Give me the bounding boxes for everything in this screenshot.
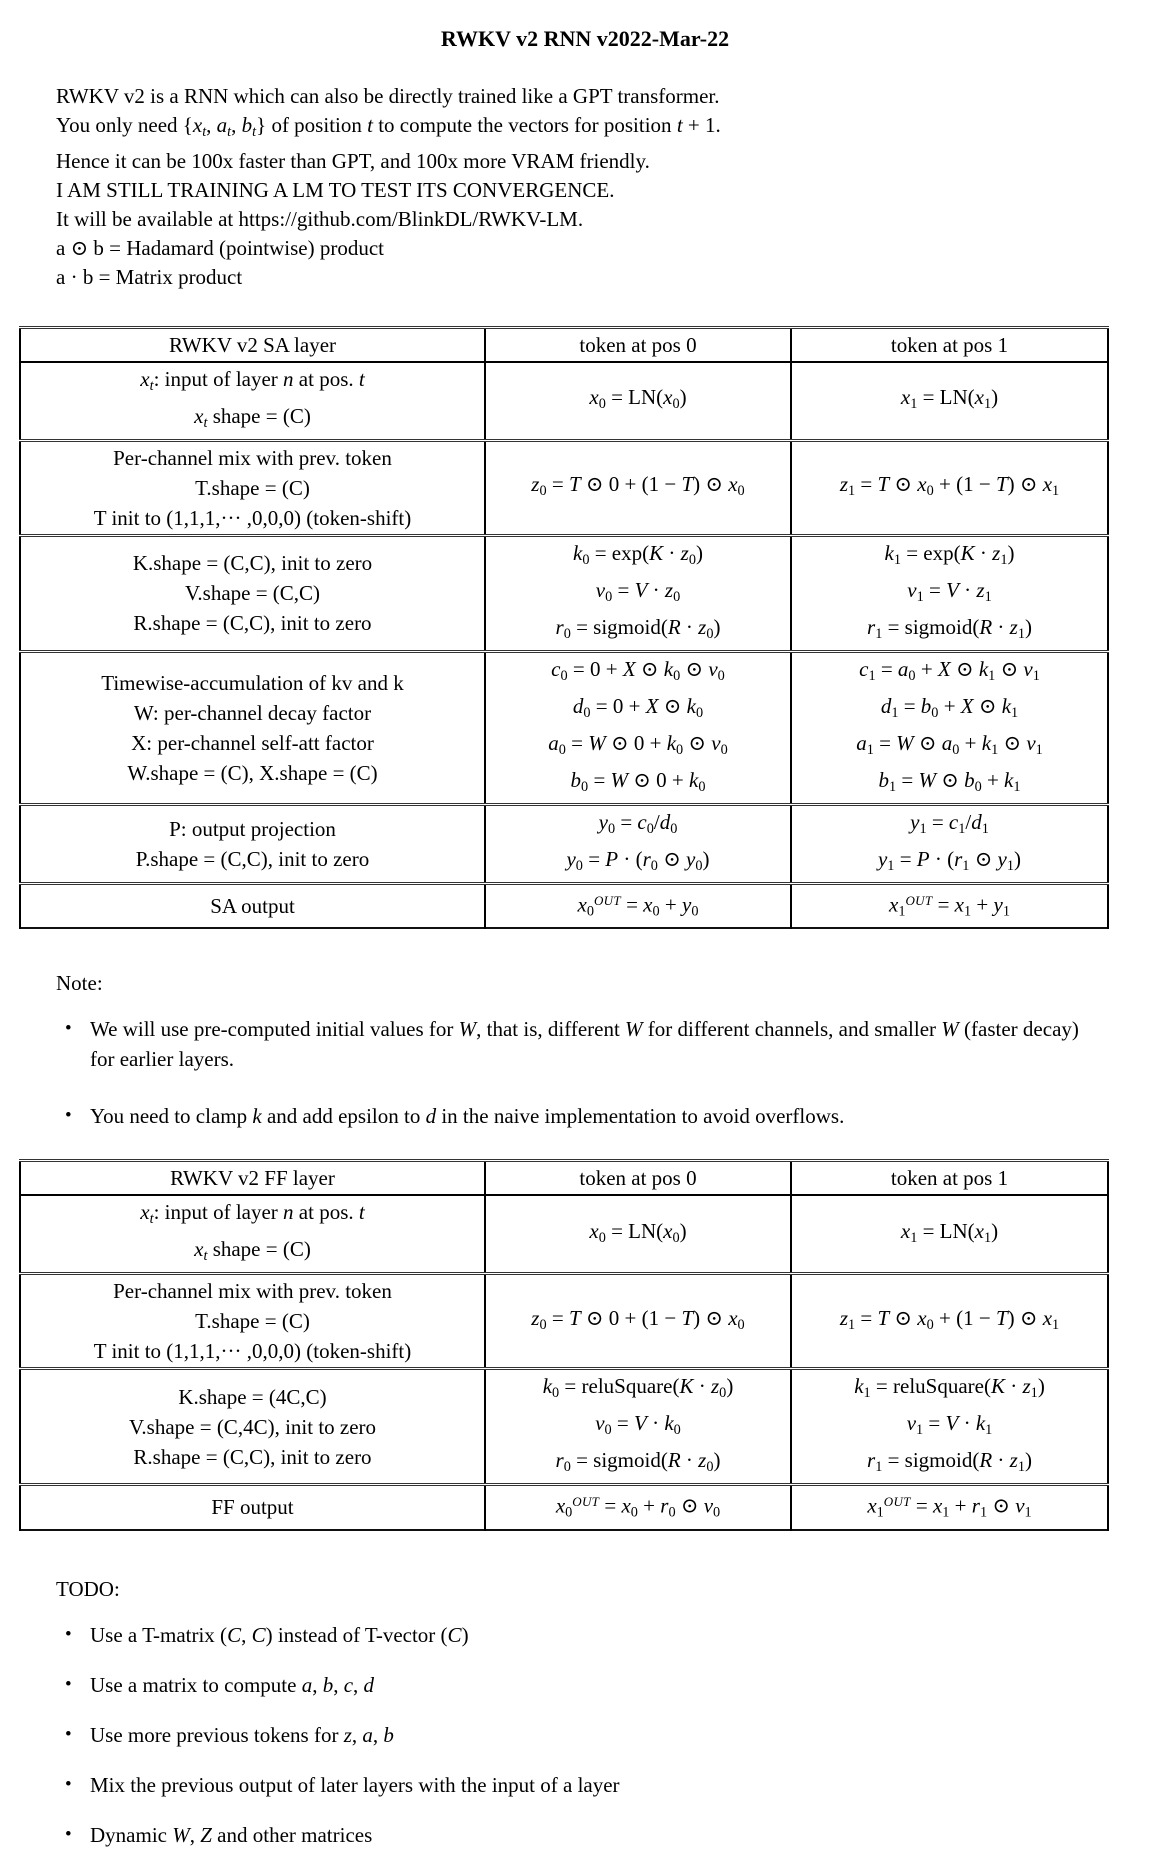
hadamard-definition-line: a ⊙ b = Hadamard (pointwise) product — [56, 235, 385, 260]
table-row — [20, 440, 1108, 535]
sa-kvr-label-cell: K.shape = (C,C), init to zero V.shape = (C,C) R.shape = (C,C), init to zero — [20, 535, 485, 651]
sa-input-label-cell: $x_t$: input of layer n at pos. t $x_t$ shape = (C) — [20, 362, 485, 440]
ff-header-layer: RWKV v2 FF layer — [20, 1161, 485, 1196]
table-row — [20, 1369, 1108, 1485]
intro-paragraph — [56, 82, 1130, 292]
sa-kvr-pos1-cell: $k_1 = \exp(K \cdot z_1)$ $v_1 = V \cdot z_1$ $r_1$ = sigmoid(R · $z_1$) — [791, 535, 1108, 651]
todo-list — [58, 1620, 1084, 1850]
ff-mix-pos0-cell: $z_0 = T$ ⊙ 0 + (1 − T) ⊙ $x_0$ — [485, 1274, 791, 1369]
matrix-product-definition-line: a · b = Matrix product — [56, 264, 243, 289]
sa-mix-label-cell: Per-channel mix with prev. token T.shape = (C) T init to (1,1,1,··· ,0,0,0) (token-shift) — [20, 440, 485, 535]
ff-kvr-pos1-cell: $k_1$ = reluSquare(K · $z_1$) $v_1 = V \cdot k_1$ $r_1$ = sigmoid(R · $z_1$) — [791, 1369, 1108, 1485]
ff-layer-table — [19, 1159, 1109, 1530]
list-item: • Use more previous tokens for z, a, b — [58, 1720, 1084, 1750]
ff-mix-label-cell: Per-channel mix with prev. token T.shape = (C) T init to (1,1,1,··· ,0,0,0) (token-shift) — [20, 1274, 485, 1369]
list-item: • You need to clamp k and add epsilon to d in the naive implementation to avoid overflows. — [58, 1101, 1084, 1131]
note-heading: Note: — [56, 971, 103, 996]
list-item: • Dynamic W, Z and other matrices — [58, 1820, 1084, 1850]
page-title: RWKV v2 RNN v2022-Mar-22 — [440, 26, 730, 51]
sa-projection-label-cell: P: output projection P.shape = (C,C), init to zero — [20, 804, 485, 883]
ff-kvr-pos0-cell: $k_0$ = reluSquare(K · $z_0$) $v_0 = V \cdot k_0$ $r_0$ = sigmoid(R · $z_0$) — [485, 1369, 791, 1485]
table-row — [20, 883, 1108, 928]
sa-kvr-pos0-cell: $k_0 = \exp(K \cdot z_0)$ $v_0 = V \cdot z_0$ $r_0$ = sigmoid(R · $z_0$) — [485, 535, 791, 651]
table-row — [20, 1485, 1108, 1530]
table-row — [20, 535, 1108, 651]
intro-line-3: Hence it can be 100x faster than GPT, and 100x more VRAM friendly. — [56, 148, 650, 173]
sa-header-row — [20, 327, 1108, 362]
table-row — [20, 1195, 1108, 1273]
ff-header-pos0: token at pos 0 — [485, 1161, 791, 1196]
sa-projection-pos1-cell: $y_1 = c_1/d_1$ $y_1 = P \cdot (r_1$ ⊙ $y_1$) — [791, 804, 1108, 883]
ff-kvr-label-cell: K.shape = (4C,C) V.shape = (C,4C), init to zero R.shape = (C,C), init to zero — [20, 1369, 485, 1485]
intro-line-2: You only need {$x_t$, $a_t$, $b_t$} of position t to compute the vectors for position t + 1. — [56, 113, 721, 140]
ff-output-label-cell: FF output — [20, 1485, 485, 1530]
ff-input-pos1-cell: $x_1 = LN(x_1)$ — [791, 1195, 1108, 1273]
table-row — [20, 804, 1108, 883]
sa-accumulation-label-cell: Timewise-accumulation of kv and k W: per-channel decay factor X: per-channel self-att factor W.shape = (C), X.shape = (C) — [20, 651, 485, 804]
sa-mix-pos1-cell: $z_1 = T$ ⊙ $x_0 + (1 - T)$ ⊙ $x_1$ — [791, 440, 1108, 535]
ff-output-pos1-cell: $x_1^{OUT} = x_1 + r_1$ ⊙ $v_1$ — [791, 1485, 1108, 1530]
sa-header-pos1: token at pos 1 — [791, 327, 1108, 362]
table-row — [20, 1274, 1108, 1369]
sa-output-label-cell: SA output — [20, 883, 485, 928]
ff-input-pos0-cell: $x_0 = LN(x_0)$ — [485, 1195, 791, 1273]
sa-input-pos1-cell: $x_1 = LN(x_1)$ — [791, 362, 1108, 440]
list-item: • Use a T-matrix (C, C) instead of T-vector (C) — [58, 1620, 1084, 1650]
sa-projection-pos0-cell: $y_0 = c_0/d_0$ $y_0 = P \cdot (r_0$ ⊙ $y_0$) — [485, 804, 791, 883]
table-row — [20, 362, 1108, 440]
ff-input-label-cell: $x_t$: input of layer n at pos. t $x_t$ shape = (C) — [20, 1195, 485, 1273]
sa-header-layer: RWKV v2 SA layer — [20, 327, 485, 362]
note-list — [58, 1014, 1084, 1131]
sa-output-pos1-cell: $x_1^{OUT} = x_1 + y_1$ — [791, 883, 1108, 928]
ff-header-pos1: token at pos 1 — [791, 1161, 1108, 1196]
sa-layer-table — [19, 326, 1109, 929]
ff-mix-pos1-cell: $z_1 = T$ ⊙ $x_0 + (1 - T)$ ⊙ $x_1$ — [791, 1274, 1108, 1369]
sa-input-pos0-cell: $x_0 = LN(x_0)$ — [485, 362, 791, 440]
repo-url-line: It will be available at https://github.com/BlinkDL/RWKV-LM. — [56, 206, 584, 231]
sa-accumulation-pos0-cell: $c_0 = 0 + X$ ⊙ $k_0$ ⊙ $v_0$ $d_0 = 0 + X$ ⊙ $k_0$ $a_0 = W$ ⊙ $0 + k_0$ ⊙ $v_0$ $b_0 = W$ ⊙ $0 + k_0$ — [485, 651, 791, 804]
sa-mix-pos0-cell: $z_0 = T$ ⊙ 0 + (1 − T) ⊙ $x_0$ — [485, 440, 791, 535]
list-item: • Use a matrix to compute a, b, c, d — [58, 1670, 1084, 1700]
list-item: • We will use pre-computed initial values for W, that is, different W for different channels, and smaller W (faster decay) for earlier layers. — [58, 1014, 1084, 1074]
todo-heading: TODO: — [56, 1576, 120, 1601]
table-row — [20, 651, 1108, 804]
sa-output-pos0-cell: $x_0^{OUT} = x_0 + y_0$ — [485, 883, 791, 928]
intro-line-4: I AM STILL TRAINING A LM TO TEST ITS CONVERGENCE. — [56, 177, 615, 202]
ff-output-pos0-cell: $x_0^{OUT} = x_0 + r_0$ ⊙ $v_0$ — [485, 1485, 791, 1530]
sa-accumulation-pos1-cell: $c_1 = a_0 + X$ ⊙ $k_1$ ⊙ $v_1$ $d_1 = b_0 + X$ ⊙ $k_1$ $a_1 = W$ ⊙ $a_0 + k_1$ ⊙ $v_1$ $b_1 = W$ ⊙ $b_0 + k_1$ — [791, 651, 1108, 804]
intro-line-1: RWKV v2 is a RNN which can also be directly trained like a GPT transformer. — [56, 84, 720, 108]
sa-header-pos0: token at pos 0 — [485, 327, 791, 362]
ff-header-row — [20, 1161, 1108, 1196]
list-item: • Mix the previous output of later layers with the input of a layer — [58, 1770, 1084, 1800]
